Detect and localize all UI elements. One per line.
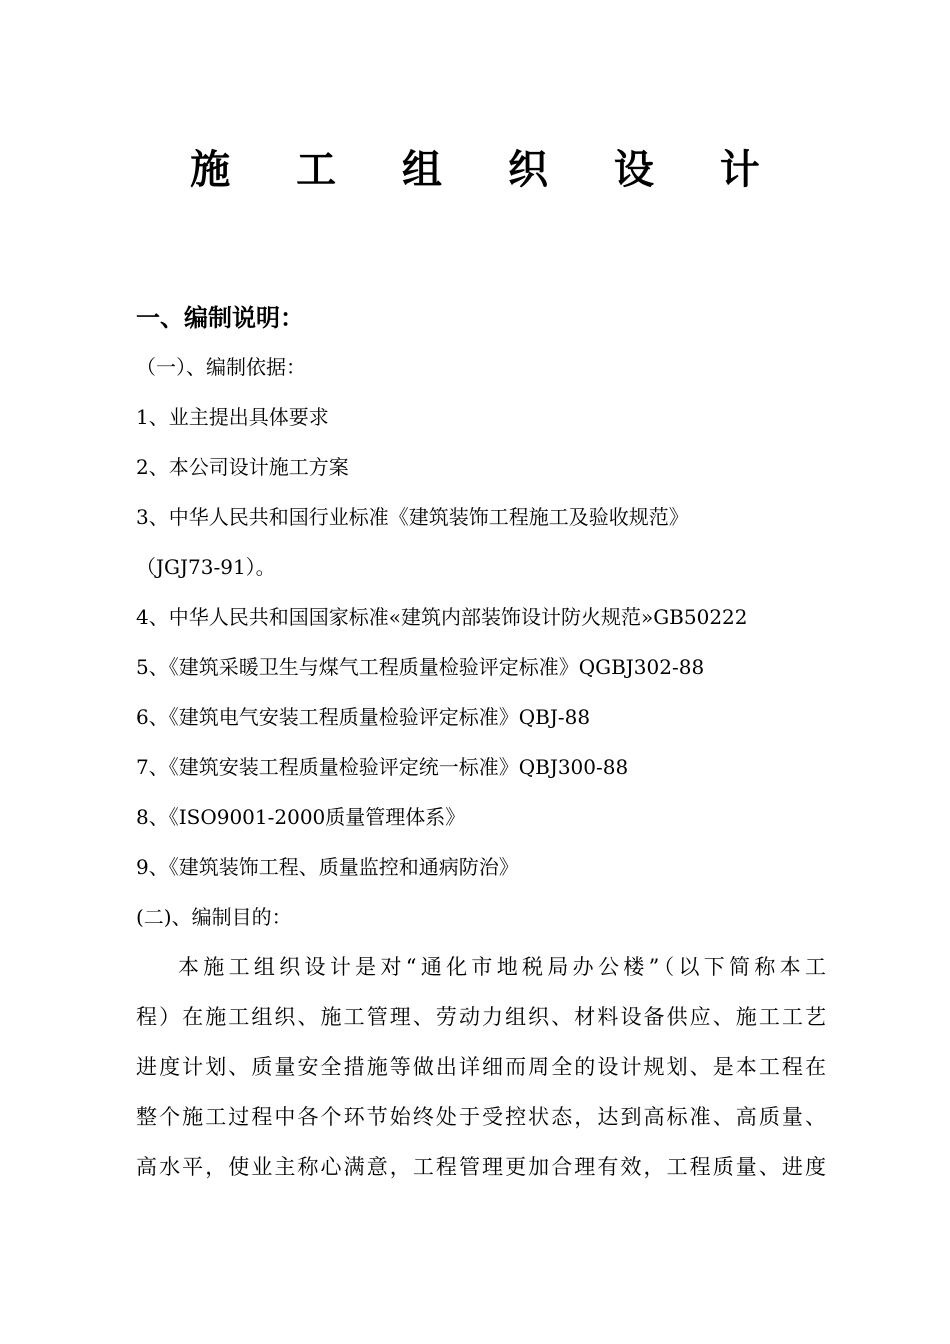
basis-item: 5、《建筑采暖卫生与煤气工程质量检验评定标准》QGBJ302-88 bbox=[136, 655, 705, 679]
section-heading: 一、编制说明： bbox=[136, 303, 304, 332]
basis-item: 2、本公司设计施工方案 bbox=[136, 455, 349, 479]
purpose-paragraph-line: 整个施工过程中各个环节始终处于受控状态，达到高标准、高质量、 bbox=[136, 1105, 826, 1129]
basis-item: 9、《建筑装饰工程、质量监控和通病防治》 bbox=[136, 855, 519, 879]
purpose-paragraph-line: 进度计划、质量安全措施等做出详细而周全的设计规划、是本工程在 bbox=[136, 1055, 826, 1079]
document-title: 施 工 组 织 设 计 bbox=[190, 146, 786, 193]
basis-item: 7、《建筑安装工程质量检验评定统一标准》QBJ300-88 bbox=[136, 755, 629, 779]
purpose-paragraph-line: 本施工组织设计是对“通化市地税局办公楼”（以下简称本工 bbox=[178, 955, 826, 979]
purpose-paragraph-line: 高水平，使业主称心满意，工程管理更加合理有效，工程质量、进度 bbox=[136, 1155, 826, 1179]
subsection-basis-heading: （一）、编制依据： bbox=[136, 355, 306, 379]
basis-item: 6、《建筑电气安装工程质量检验评定标准》QBJ-88 bbox=[136, 705, 591, 729]
basis-item-continuation: （JGJ73-91）。 bbox=[136, 555, 276, 579]
document-body bbox=[136, 348, 826, 1198]
basis-item: 1、业主提出具体要求 bbox=[136, 405, 329, 429]
basis-item: 4、中华人民共和国国家标准«建筑内部装饰设计防火规范»GB50222 bbox=[136, 605, 748, 629]
subsection-purpose-heading: (二)、编制目的： bbox=[136, 905, 292, 929]
basis-item: 8、《ISO9001-2000质量管理体系》 bbox=[136, 805, 466, 829]
basis-item: 3、中华人民共和国行业标准《建筑装饰工程施工及验收规范》 bbox=[136, 505, 689, 529]
purpose-paragraph-line: 程）在施工组织、施工管理、劳动力组织、材料设备供应、施工工艺 bbox=[136, 1005, 826, 1029]
